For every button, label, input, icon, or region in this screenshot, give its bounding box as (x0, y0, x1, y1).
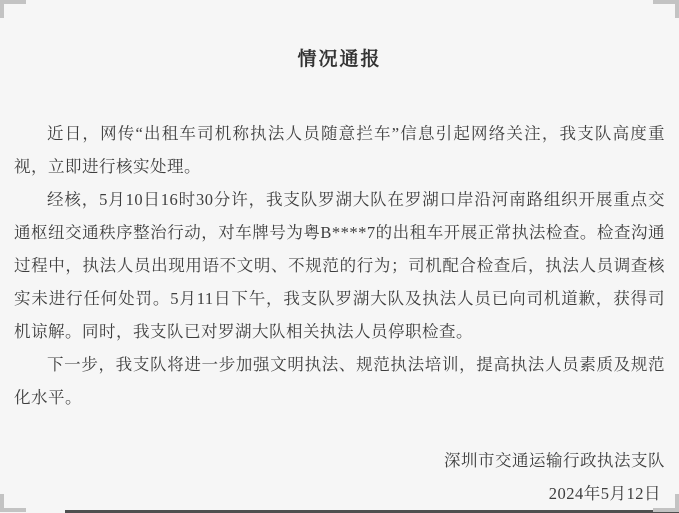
corner-mark-bottom-right (653, 494, 679, 512)
corner-mark-top-left (0, 0, 26, 18)
notice-body (0, 117, 679, 414)
issue-date: 2024年5月12日 (548, 484, 661, 503)
notice-paragraph: 经核，5月10日16时30分许，我支队罗湖大队在罗湖口岸沿河南路组织开展重点交通枢纽交通秩序整治行动，对车牌号为粤B****7的出租车开展正常执法检查。检查沟通过程中，执法人员出现用语不文明、不规范的行为；司机配合检查后，执法人员调查核实未进行任何处罚。5月11日下午，我支队罗湖大队及执法人员已向司机道歉，获得司机谅解。同时，我支队已对罗湖大队相关执法人员停职检查。 (14, 190, 665, 341)
corner-mark-bottom-left (0, 494, 26, 512)
notice-title: 情况通报 (297, 49, 382, 70)
corner-mark-top-right (653, 0, 679, 18)
issuer-signature: 深圳市交通运输行政执法支队 (444, 451, 665, 470)
notice-paragraph: 下一步，我支队将进一步加强文明执法、规范执法培训，提高执法人员素质及规范化水平。 (14, 355, 665, 407)
notice-paragraph: 近日，网传“出租车司机称执法人员随意拦车”信息引起网络关注，我支队高度重视，立即进行核实处理。 (14, 124, 665, 176)
